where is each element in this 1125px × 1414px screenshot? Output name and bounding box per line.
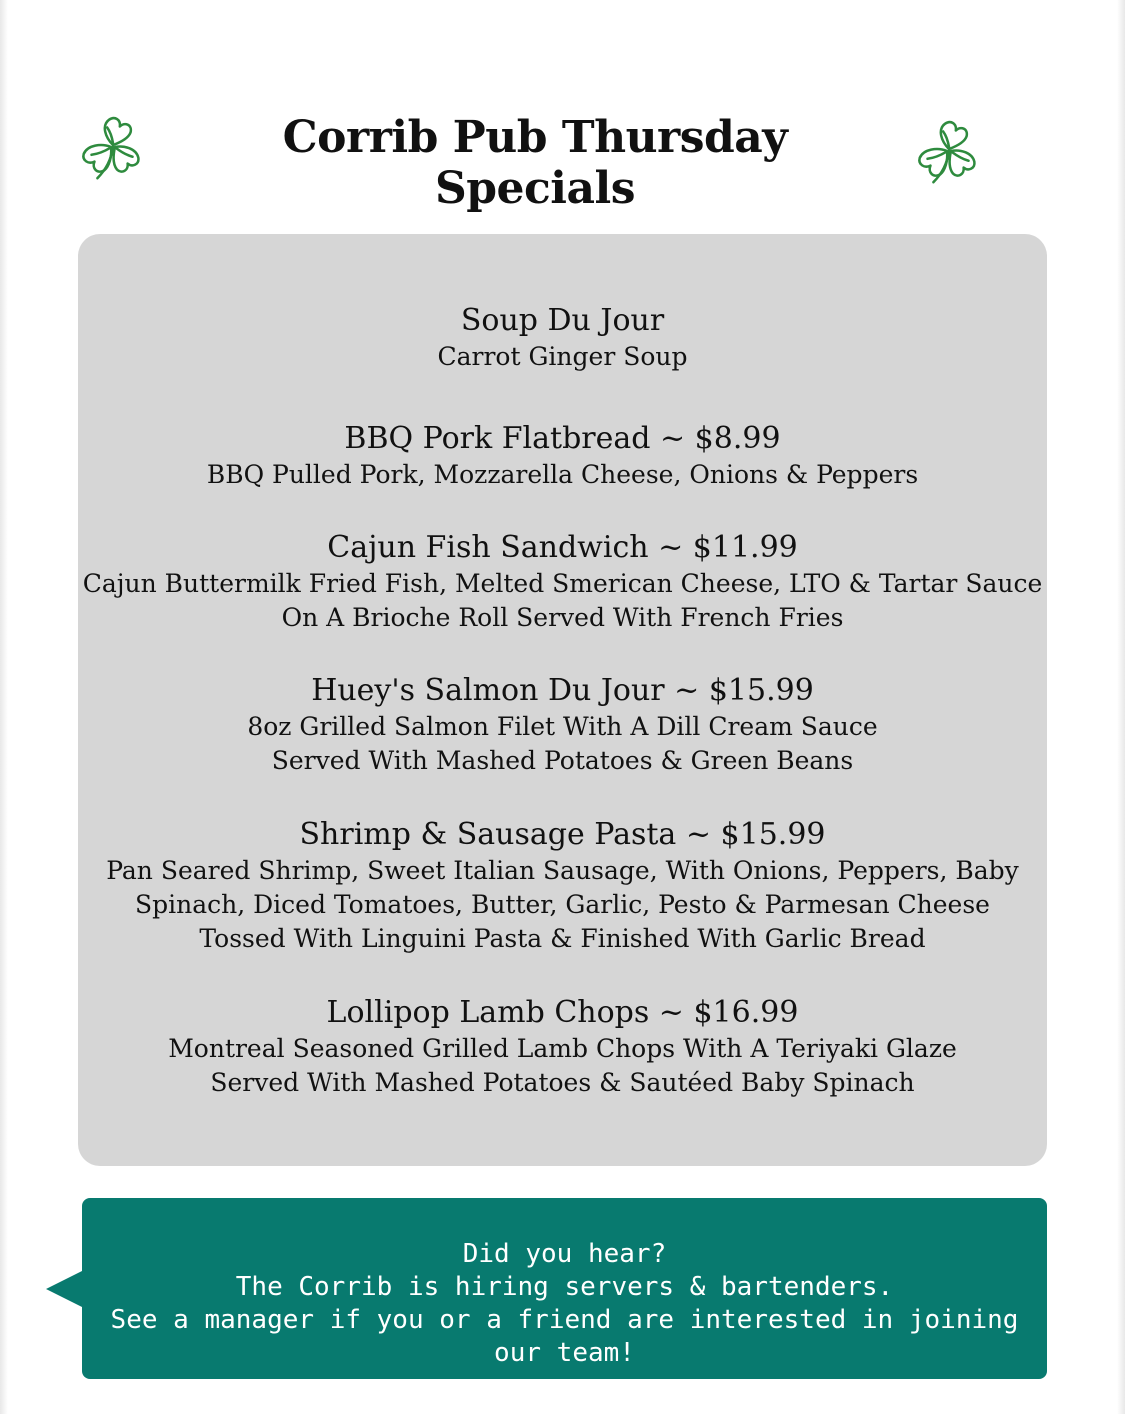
special-name: Shrimp & Sausage Pasta ~ $15.99 bbox=[299, 817, 826, 852]
shamrock-icon bbox=[910, 112, 988, 190]
special-name: Soup Du Jour bbox=[460, 303, 665, 338]
page-edge-left bbox=[0, 0, 8, 1414]
special-description: Served With Mashed Potatoes & Sautéed Baby Spinach bbox=[210, 1068, 915, 1097]
special-description: Served With Mashed Potatoes & Green Beans bbox=[271, 746, 854, 775]
page-edge-right bbox=[1117, 0, 1125, 1414]
callout-line: See a manager if you or a friend are interested in joining our team! bbox=[110, 1305, 1019, 1368]
page-title: Corrib Pub Thursday Specials bbox=[282, 112, 788, 214]
special-description: Spinach, Diced Tomatoes, Butter, Garlic, Pesto & Parmesan Cheese bbox=[135, 890, 990, 919]
callout-heading: Did you hear? bbox=[462, 1239, 667, 1269]
special-description: Montreal Seasoned Grilled Lamb Chops With A Teriyaki Glaze bbox=[168, 1034, 957, 1063]
special-item bbox=[78, 672, 1047, 778]
special-name: Lollipop Lamb Chops ~ $16.99 bbox=[326, 995, 799, 1030]
special-description: BBQ Pulled Pork, Mozzarella Cheese, Onions & Peppers bbox=[206, 460, 919, 489]
special-item bbox=[78, 994, 1047, 1100]
special-description: Pan Seared Shrimp, Sweet Italian Sausage, With Onions, Peppers, Baby bbox=[106, 856, 1019, 885]
special-description: On A Brioche Roll Served With French Fries bbox=[281, 603, 844, 632]
special-name: BBQ Pork Flatbread ~ $8.99 bbox=[344, 421, 781, 456]
special-name: Huey's Salmon Du Jour ~ $15.99 bbox=[311, 673, 814, 708]
special-description: 8oz Grilled Salmon Filet With A Dill Cream Sauce bbox=[247, 712, 878, 741]
special-item bbox=[78, 302, 1047, 374]
speech-bubble-tail bbox=[46, 1270, 84, 1308]
special-item bbox=[78, 529, 1047, 635]
callout-line: The Corrib is hiring servers & bartenders. bbox=[235, 1272, 894, 1302]
hiring-callout bbox=[82, 1198, 1047, 1379]
special-item bbox=[78, 420, 1047, 492]
shamrock-icon bbox=[74, 108, 152, 186]
specials-panel bbox=[78, 234, 1047, 1166]
special-description: Cajun Buttermilk Fried Fish, Melted Smerican Cheese, LTO & Tartar Sauce bbox=[82, 569, 1043, 598]
special-description: Tossed With Linguini Pasta & Finished With Garlic Bread bbox=[199, 924, 926, 953]
callout-text bbox=[82, 1238, 1047, 1370]
special-item bbox=[78, 816, 1047, 956]
special-description: Carrot Ginger Soup bbox=[437, 342, 688, 371]
special-name: Cajun Fish Sandwich ~ $11.99 bbox=[327, 530, 798, 565]
